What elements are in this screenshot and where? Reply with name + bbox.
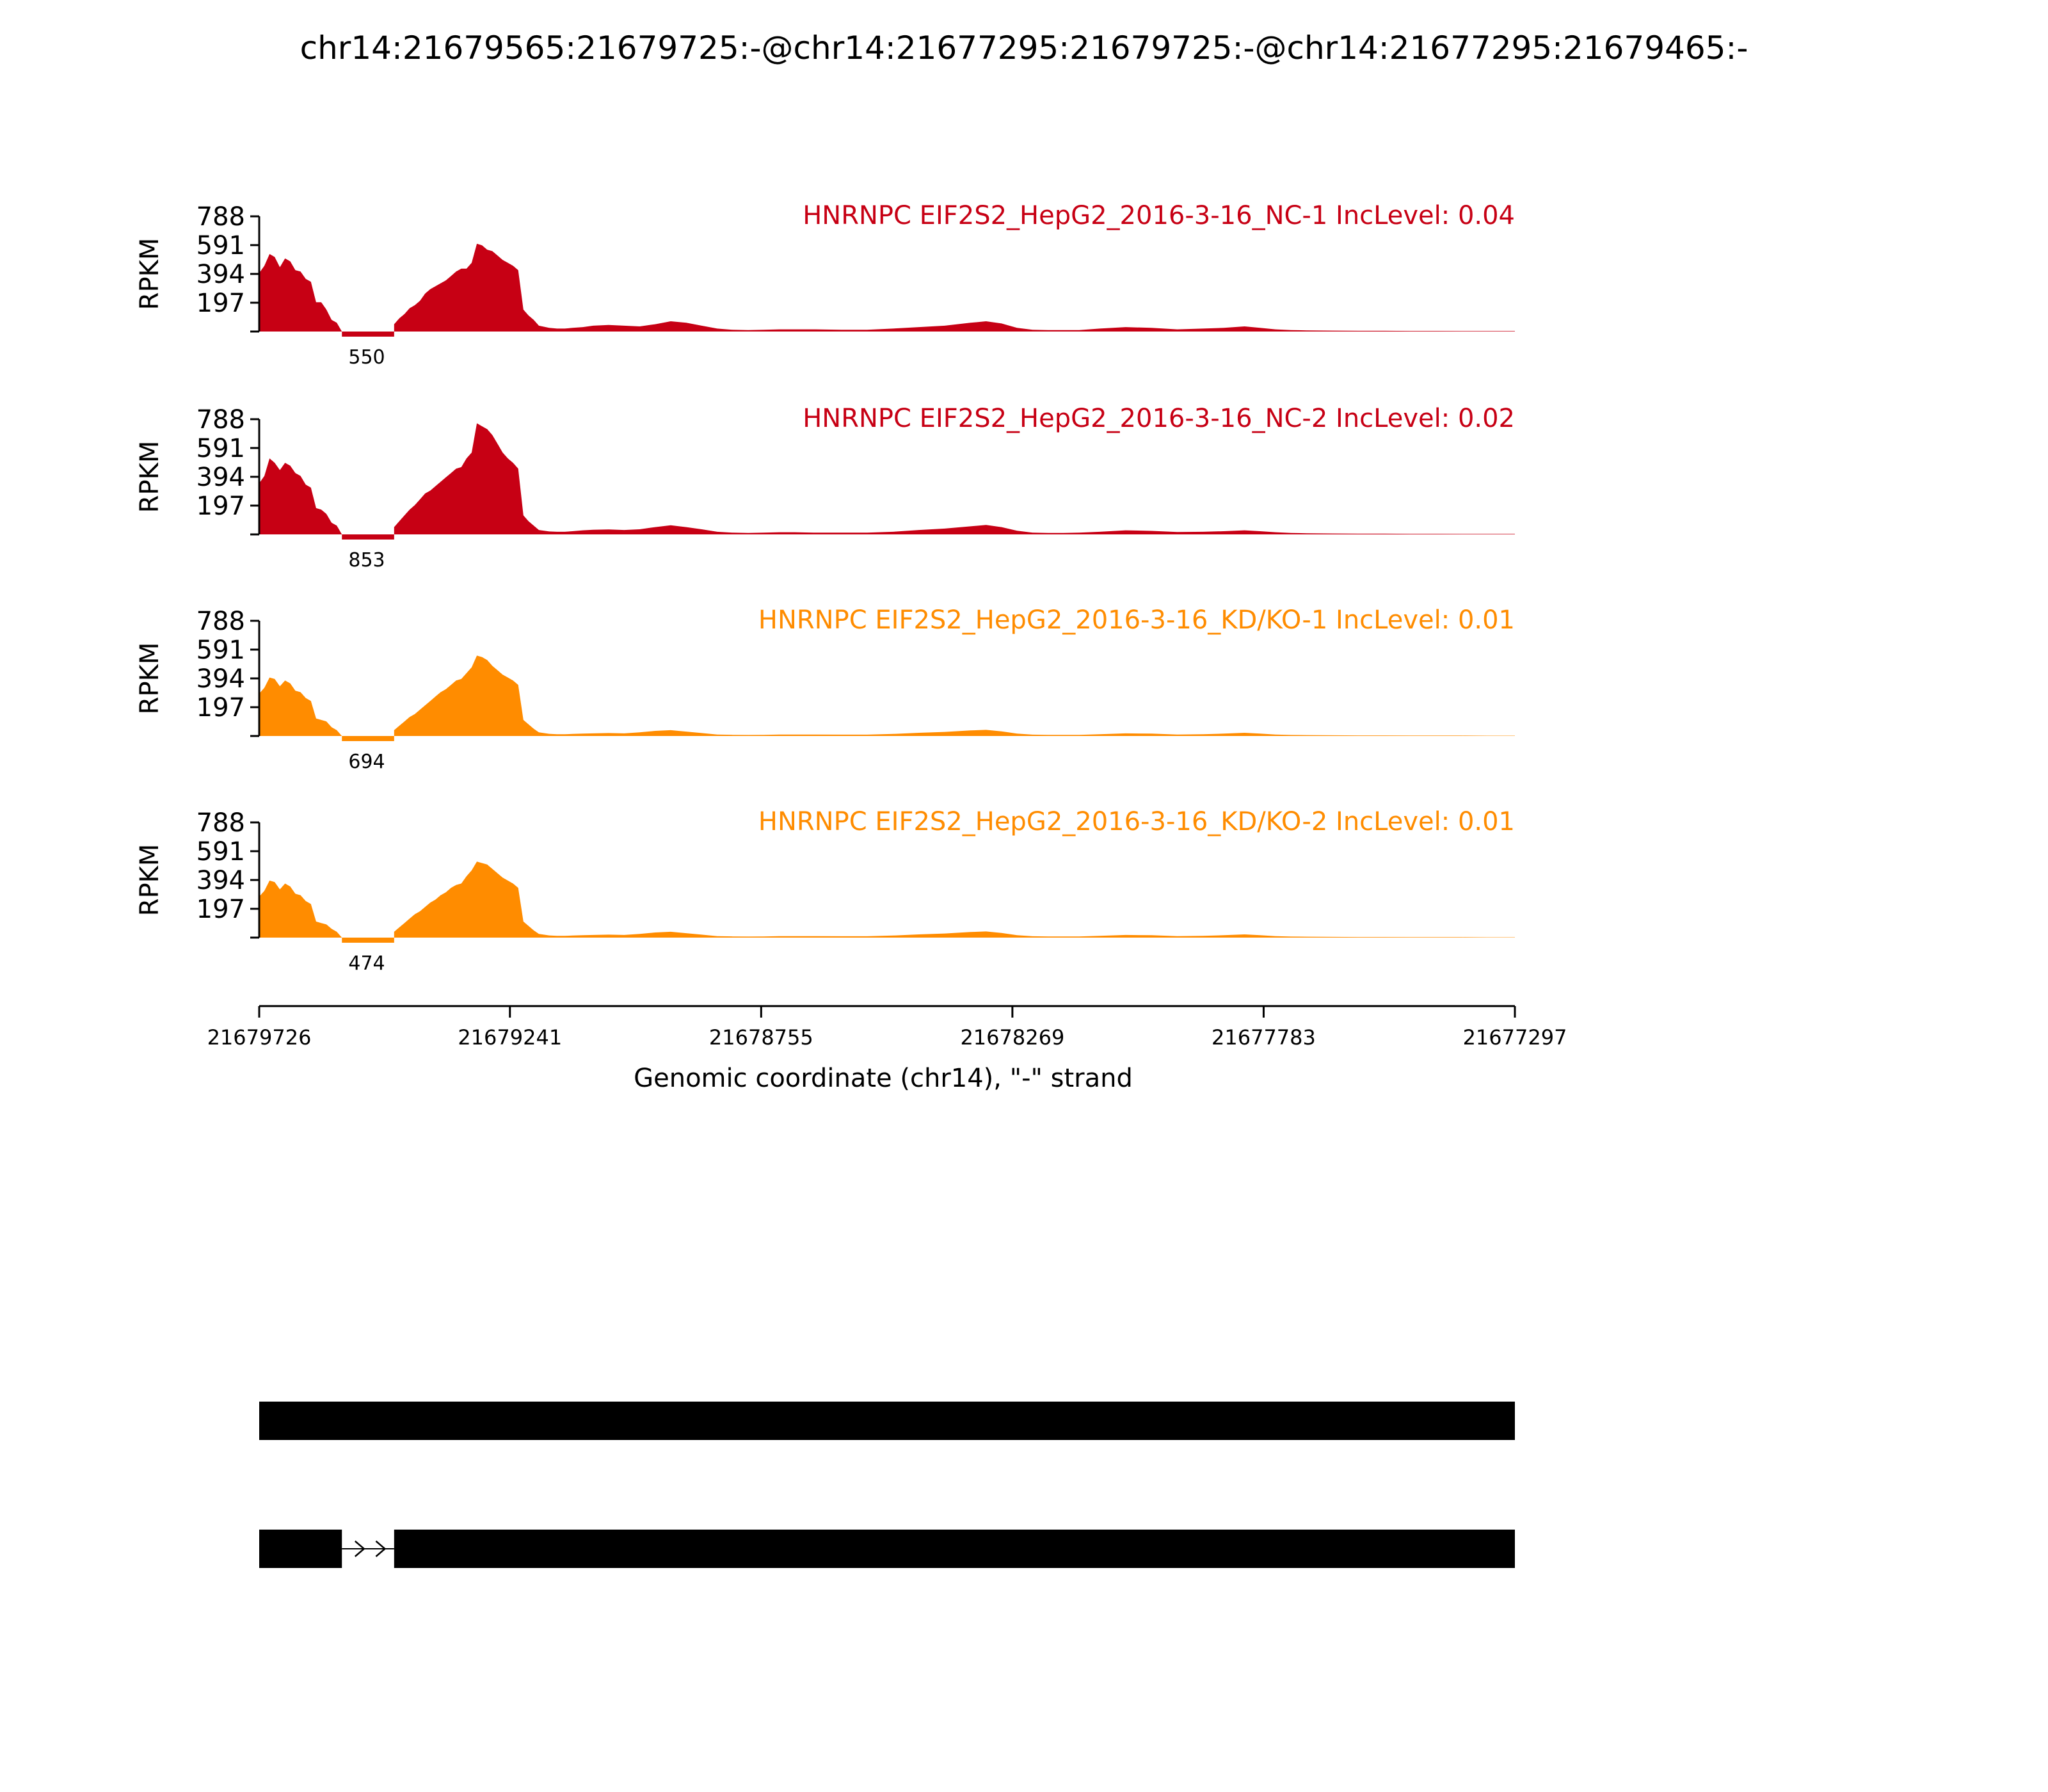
y-tick-label: 788 — [196, 607, 245, 636]
coverage-area — [259, 861, 1515, 938]
x-tick-label: 21677783 — [1212, 1025, 1316, 1050]
y-tick-label: 591 — [196, 231, 245, 260]
x-axis — [207, 1006, 1567, 1050]
x-tick-label: 21678269 — [960, 1025, 1065, 1050]
x-tick-label: 21679726 — [207, 1025, 312, 1050]
isoform — [259, 1530, 1515, 1568]
sample-panel — [135, 404, 1515, 572]
sample-label: HNRNPC EIF2S2_HepG2_2016-3-16_NC-2 IncLevel: 0.02 — [803, 404, 1515, 433]
junction-count: 694 — [348, 751, 385, 773]
junction-count: 550 — [348, 346, 385, 369]
x-axis-label: Genomic coordinate (chr14), "-" strand — [634, 1064, 1133, 1093]
y-tick-label: 788 — [196, 202, 245, 232]
sample-label: HNRNPC EIF2S2_HepG2_2016-3-16_KD/KO-1 IncLevel: 0.01 — [758, 605, 1515, 635]
y-tick-label: 197 — [196, 895, 245, 924]
x-tick-label: 21677297 — [1462, 1025, 1567, 1050]
y-axis-label: RPKM — [135, 642, 164, 715]
y-tick-label: 591 — [196, 434, 245, 463]
y-tick-label: 788 — [196, 405, 245, 435]
y-tick-label: 197 — [196, 693, 245, 723]
chart-title: chr14:21679565:21679725:-@chr14:21677295:21679725:-@chr14:21677295:21679465:- — [300, 29, 1748, 67]
sample-panel — [135, 201, 1515, 369]
coverage-area — [259, 423, 1515, 534]
isoform-track — [259, 1402, 1515, 1568]
y-tick-label: 394 — [196, 664, 245, 694]
junction-count: 853 — [348, 549, 385, 572]
y-tick-label: 394 — [196, 463, 245, 492]
y-axis-label: RPKM — [135, 440, 164, 513]
sample-panel — [135, 605, 1515, 773]
y-tick-label: 394 — [196, 866, 245, 895]
x-tick-label: 21679241 — [458, 1025, 563, 1050]
exon-block — [394, 1530, 1515, 1568]
y-tick-label: 788 — [196, 808, 245, 838]
junction-count: 474 — [348, 952, 385, 975]
sample-panels — [135, 201, 1515, 975]
sample-label: HNRNPC EIF2S2_HepG2_2016-3-16_NC-1 IncLevel: 0.04 — [803, 201, 1515, 230]
coverage-area — [259, 655, 1515, 736]
exon-block — [259, 1402, 1515, 1440]
y-tick-label: 197 — [196, 289, 245, 318]
x-tick-label: 21678755 — [708, 1025, 813, 1050]
isoform — [259, 1402, 1515, 1440]
coverage-area — [259, 244, 1515, 332]
y-axis-label: RPKM — [135, 237, 164, 310]
y-tick-label: 591 — [196, 837, 245, 867]
y-tick-label: 197 — [196, 492, 245, 521]
y-tick-label: 394 — [196, 260, 245, 289]
y-tick-label: 591 — [196, 636, 245, 665]
exon-block — [259, 1530, 342, 1568]
y-axis-label: RPKM — [135, 844, 164, 916]
sample-label: HNRNPC EIF2S2_HepG2_2016-3-16_KD/KO-2 IncLevel: 0.01 — [758, 807, 1515, 836]
sample-panel — [135, 807, 1515, 975]
